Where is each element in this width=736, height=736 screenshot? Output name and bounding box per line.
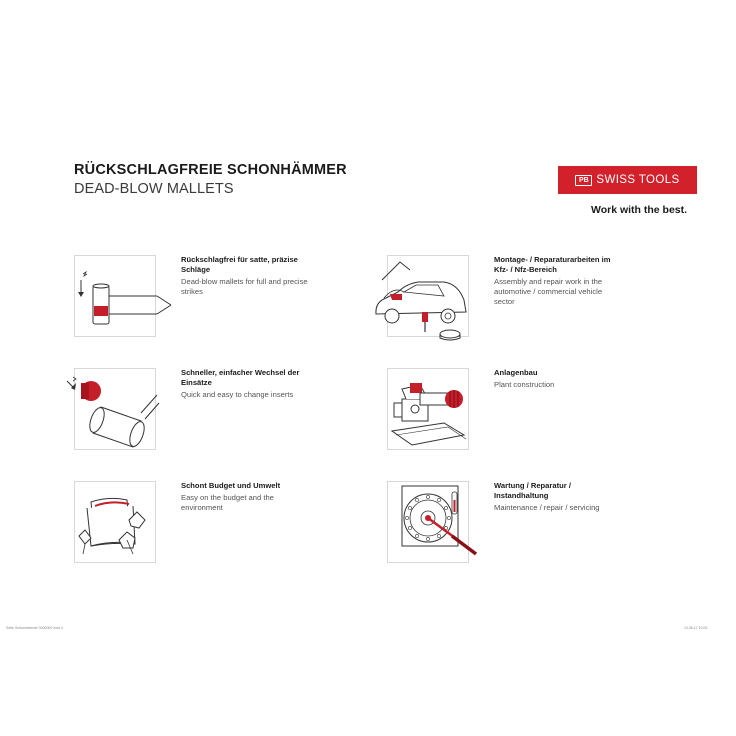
feature-car-repair (387, 255, 697, 339)
feature-insert-change (74, 368, 384, 452)
feature-budget-environment (74, 481, 384, 565)
feature-heading: Rückschlagfrei für satte, präzise Schläge (181, 255, 298, 274)
feature-icon-box (387, 255, 469, 337)
feature-description: Maintenance / repair / servicing (494, 503, 600, 512)
dead-blow-mallet-icon (75, 256, 157, 338)
footer-left: Seite Schonhämmer 0000000 indd 4 (6, 626, 63, 630)
brand-name: SWISS TOOLS (596, 174, 680, 186)
feature-description: Quick and easy to change inserts (181, 390, 294, 399)
feature-plant-construction (387, 368, 697, 452)
budget-environment-icon (75, 482, 157, 564)
car-repair-icon (388, 256, 470, 338)
plant-construction-icon (388, 369, 470, 451)
feature-description: Assembly and repair work in the automotive / commercial vehicle sector (494, 277, 603, 306)
feature-heading: Schneller, einfacher Wechsel der Einsätze (181, 368, 300, 387)
feature-description: Plant construction (494, 380, 555, 389)
feature-dead-blow (74, 255, 384, 339)
feature-icon-box (74, 481, 156, 563)
feature-heading: Schont Budget und Umwelt (181, 481, 281, 490)
maintenance-icon (388, 482, 470, 564)
brand-logo-box (558, 166, 697, 194)
feature-description: Easy on the budget and the environment (181, 493, 274, 512)
pb-logo-icon: PB (575, 175, 592, 186)
feature-heading: Anlagenbau (494, 368, 538, 377)
title-en: DEAD-BLOW MALLETS (74, 181, 234, 197)
feature-icon-box (74, 368, 156, 450)
feature-icon-box (74, 255, 156, 337)
insert-change-icon (75, 369, 157, 451)
feature-icon-box (387, 368, 469, 450)
feature-heading: Wartung / Reparatur / Instandhaltung (494, 481, 571, 500)
title-de: RÜCKSCHLAGFREIE SCHONHÄMMER (74, 162, 347, 178)
feature-maintenance (387, 481, 697, 565)
feature-icon-box (387, 481, 469, 563)
feature-description: Dead-blow mallets for full and precise strikes (181, 277, 308, 296)
feature-heading: Montage- / Reparaturarbeiten im Kfz- / Nfz-Bereich (494, 255, 611, 274)
footer-right: 14.06.17 10:00 (684, 626, 708, 630)
brand-slogan: Work with the best. (591, 204, 688, 216)
